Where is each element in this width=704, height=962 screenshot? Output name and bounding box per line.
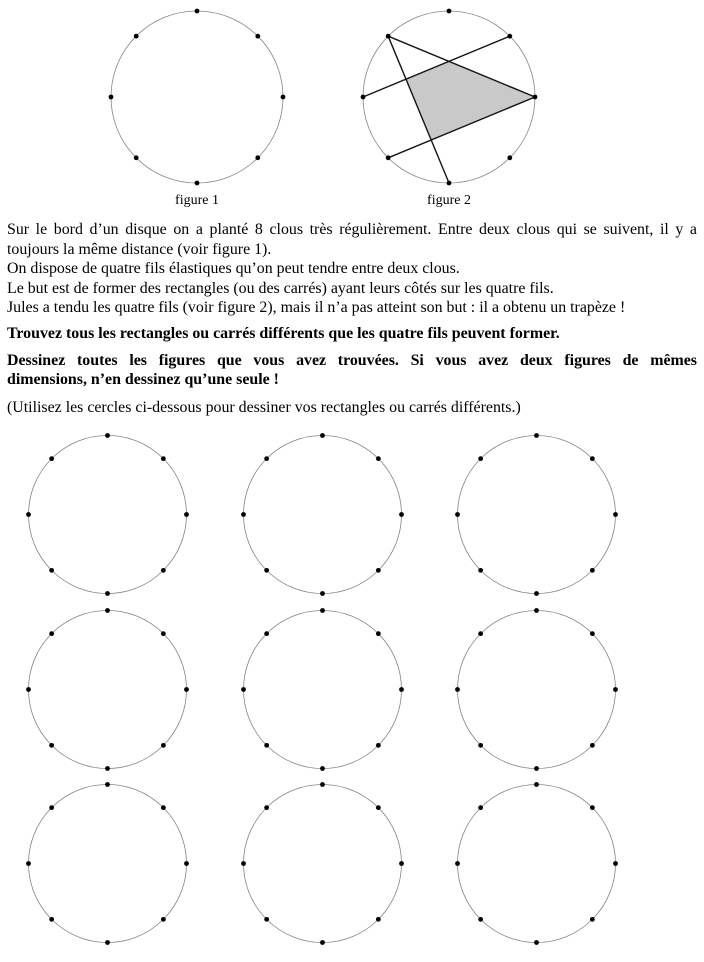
problem-text: [7, 220, 697, 417]
nail-dot: [375, 805, 380, 810]
nail-dot: [375, 631, 380, 636]
shaded-trapezoid: [406, 61, 535, 140]
nail-dot: [386, 34, 391, 39]
text-line: (Utilisez les cercles ci-dessous pour dessiner vos rectangles ou carrés différents.): [7, 398, 521, 416]
paragraph: [7, 398, 697, 418]
nail-dot: [455, 687, 460, 692]
nail-dot: [590, 805, 595, 810]
nail-dot: [134, 155, 139, 160]
nail-dot: [399, 512, 404, 517]
nail-dot: [478, 805, 483, 810]
nail-dot: [161, 568, 166, 573]
figure-1-caption: figure 1: [175, 193, 219, 208]
nail-dot: [161, 805, 166, 810]
nail-dot: [241, 861, 246, 866]
text-line: Sur le bord d’un disque on a planté 8 clous très régulièrement. Entre deux clous qui se suivent, il y a: [7, 221, 697, 238]
nail-dot: [386, 155, 391, 160]
nail-dot: [161, 742, 166, 747]
nail-dot: [320, 940, 325, 945]
nail-dot: [105, 782, 110, 787]
nail-circle: [105, 5, 289, 189]
nail-dot: [375, 917, 380, 922]
nail-dot: [375, 456, 380, 461]
nail-dot: [161, 917, 166, 922]
nail-dot: [455, 861, 460, 866]
nail-dot: [255, 155, 260, 160]
nail-dot: [241, 687, 246, 692]
nail-dot: [184, 861, 189, 866]
nail-dot: [507, 34, 512, 39]
nail-dot: [184, 512, 189, 517]
nail-dot: [184, 687, 189, 692]
nail-dot: [134, 34, 139, 39]
answer-circle: [24, 606, 191, 773]
nail-dot: [534, 940, 539, 945]
figure-1: [105, 5, 289, 209]
nail-dot: [264, 805, 269, 810]
nail-dot: [447, 181, 452, 186]
nail-dot: [49, 805, 54, 810]
paragraph: [7, 220, 697, 259]
answer-circle: [239, 780, 406, 947]
nail-dot: [534, 766, 539, 771]
figure-2-caption: figure 2: [427, 193, 471, 208]
nail-dot: [478, 631, 483, 636]
nail-dot: [613, 861, 618, 866]
answer-circle: [453, 431, 620, 598]
nail-dot: [255, 34, 260, 39]
nail-dot: [590, 456, 595, 461]
nail-dot: [264, 456, 269, 461]
nail-dot: [49, 456, 54, 461]
nail-dot: [590, 631, 595, 636]
nail-dot: [49, 631, 54, 636]
nail-dot: [264, 917, 269, 922]
nail-dot: [281, 95, 286, 100]
nail-dot: [590, 568, 595, 573]
nail-dot: [109, 95, 114, 100]
paragraph: [7, 324, 697, 344]
text-line: Jules a tendu les quatre fils (voir figure 2), mais il n’a pas atteint son but : il a obtenu un trapèze !: [7, 299, 626, 317]
nail-dot: [105, 608, 110, 613]
nail-dot: [375, 742, 380, 747]
text-line: Le but est de former des rectangles (ou des carrés) ayant leurs côtés sur les quatre fils.: [7, 279, 554, 297]
nail-dot: [241, 512, 246, 517]
nail-dot: [320, 766, 325, 771]
answer-circle: [24, 780, 191, 947]
figure-2-drawing: [357, 5, 541, 189]
text-line: dimensions, n’en dessinez qu’une seule !: [7, 371, 279, 389]
nail-dot: [161, 456, 166, 461]
text-line: toujours la même distance (voir figure 1).: [7, 240, 272, 258]
figure-2: [357, 5, 541, 209]
text-line: Trouvez tous les rectangles ou carrés différents que les quatre fils peuvent former.: [7, 324, 560, 342]
nail-dot: [264, 742, 269, 747]
nail-dot: [478, 456, 483, 461]
answer-circle: [239, 431, 406, 598]
nail-dot: [590, 917, 595, 922]
nail-dot: [399, 861, 404, 866]
nail-dot: [264, 568, 269, 573]
nail-dot: [507, 155, 512, 160]
nail-dot: [447, 9, 452, 14]
text-line: Dessinez toutes les figures que vous avez trouvées. Si vous avez deux figures de mêmes: [7, 351, 697, 369]
nail-dot: [534, 782, 539, 787]
nail-dot: [161, 631, 166, 636]
nail-dot: [533, 95, 538, 100]
nail-dot: [195, 9, 200, 14]
nail-dot: [478, 568, 483, 573]
nail-dot: [375, 568, 380, 573]
nail-dot: [320, 591, 325, 596]
nail-dot: [613, 687, 618, 692]
nail-dot: [105, 940, 110, 945]
nail-dot: [534, 591, 539, 596]
nail-circle: [357, 5, 541, 189]
nail-dot: [534, 608, 539, 613]
text-line: On dispose de quatre fils élastiques qu’on peut tendre entre deux clous.: [7, 260, 460, 278]
nail-dot: [49, 742, 54, 747]
nail-dot: [26, 687, 31, 692]
nail-dot: [264, 631, 269, 636]
nail-dot: [320, 433, 325, 438]
nail-dot: [590, 742, 595, 747]
nail-dot: [26, 512, 31, 517]
answer-grid: [24, 431, 620, 947]
nail-dot: [399, 687, 404, 692]
nail-dot: [26, 861, 31, 866]
figure-1-drawing: [105, 5, 289, 189]
paragraph: [7, 259, 697, 279]
nail-dot: [320, 782, 325, 787]
nail-dot: [534, 433, 539, 438]
nail-dot: [49, 917, 54, 922]
nail-dot: [105, 591, 110, 596]
nail-dot: [478, 742, 483, 747]
nail-dot: [49, 568, 54, 573]
nail-dot: [320, 608, 325, 613]
paragraph: [7, 298, 697, 318]
paragraph: [7, 279, 697, 299]
answer-circle: [24, 431, 191, 598]
nail-dot: [361, 95, 366, 100]
nail-dot: [478, 917, 483, 922]
paragraph: [7, 351, 697, 390]
answer-circle: [453, 780, 620, 947]
nail-dot: [195, 181, 200, 186]
answer-circle: [453, 606, 620, 773]
nail-dot: [105, 766, 110, 771]
answer-circle: [239, 606, 406, 773]
nail-dot: [105, 433, 110, 438]
nail-dot: [613, 512, 618, 517]
nail-dot: [455, 512, 460, 517]
